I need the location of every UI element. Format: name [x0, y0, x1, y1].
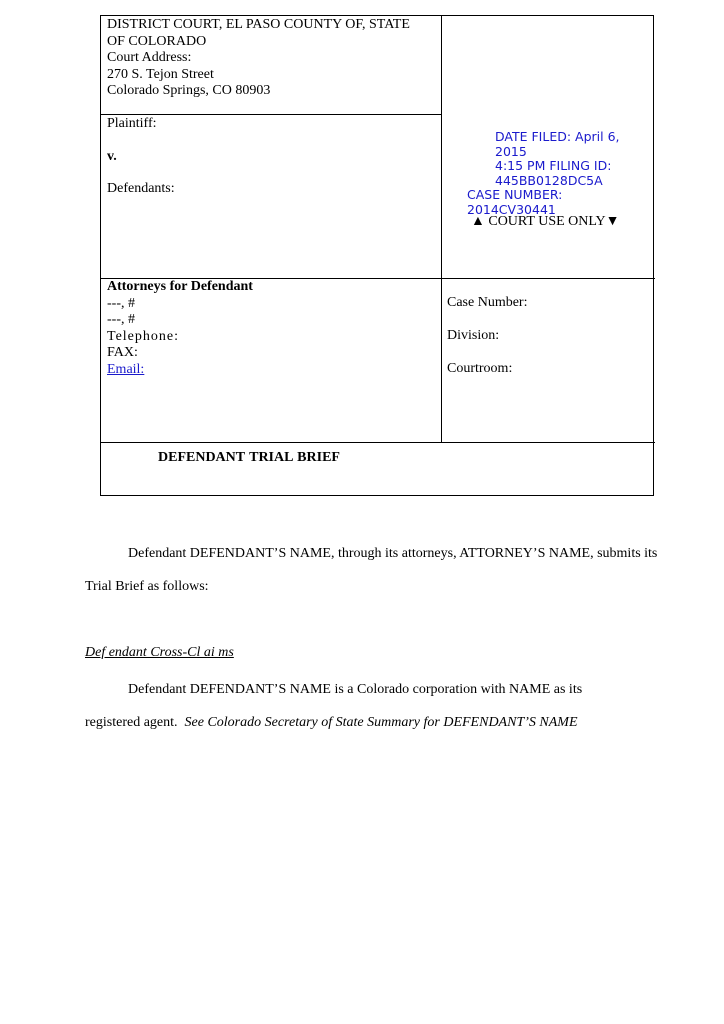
caption-vertical-divider — [441, 16, 442, 442]
caption-table — [100, 15, 654, 496]
court-name-line2: OF COLORADO — [107, 33, 207, 49]
attorneys — [107, 279, 437, 378]
court-address-label: Court Address: — [107, 50, 192, 65]
case-number-stamp: CASE NUMBER: 2014CV30441 — [467, 187, 563, 217]
case-number-field: Case Number: — [447, 295, 528, 310]
paragraph1-line2: Trial Brief as follows: — [85, 579, 209, 594]
court-street: 270 S. Tejon Street — [107, 66, 214, 82]
registered-agent-text: registered agent. — [85, 715, 185, 730]
case-fields — [447, 295, 647, 378]
filing-id-label: 4:15 PM FILING ID: — [495, 158, 612, 173]
paragraph2-line2 — [85, 715, 645, 731]
court-city: Colorado Springs, CO 80903 — [107, 83, 271, 98]
date-filed: DATE FILED: April 6, 2015 — [495, 129, 620, 159]
division-field: Division: — [447, 328, 500, 343]
divider-court-parties — [101, 114, 441, 115]
parties — [107, 116, 437, 198]
attorney-line2: ---, # — [107, 312, 135, 327]
citation-text: See Colorado Secretary of State Summary for DEFENDANT’S NAME — [184, 715, 578, 730]
fax-label: FAX: — [107, 345, 138, 360]
court-name-line1: DISTRICT COURT, EL PASO COUNTY OF, STATE — [107, 17, 410, 32]
court-info — [107, 17, 437, 100]
telephone-label: Telephone: — [107, 328, 179, 344]
filing-stamp — [467, 130, 653, 217]
paragraph2-line1: Defendant DEFENDANT’S NAME is a Colorado corporation with NAME as its — [128, 682, 583, 697]
divider-attorneys-title — [101, 442, 655, 443]
paragraph1-line1: Defendant DEFENDANT’S NAME, through its attorneys, ATTORNEY’S NAME, submits its — [128, 546, 658, 561]
email-link[interactable]: Email: — [107, 361, 145, 377]
versus-label: v. — [107, 148, 117, 164]
defendants-label: Defendants: — [107, 181, 175, 196]
plaintiff-label: Plaintiff: — [107, 116, 157, 131]
filing-id: 445BB0128DC5A — [495, 172, 603, 188]
attorney-line1: ---, # — [107, 295, 135, 311]
attorneys-heading: Attorneys for Defendant — [107, 279, 253, 294]
court-use-only: ▲ COURT USE ONLY▼ — [471, 214, 620, 229]
courtroom-field: Courtroom: — [447, 361, 513, 376]
section-heading: Def endant Cross-Cl ai ms — [85, 645, 234, 660]
document-title: DEFENDANT TRIAL BRIEF — [158, 450, 340, 465]
